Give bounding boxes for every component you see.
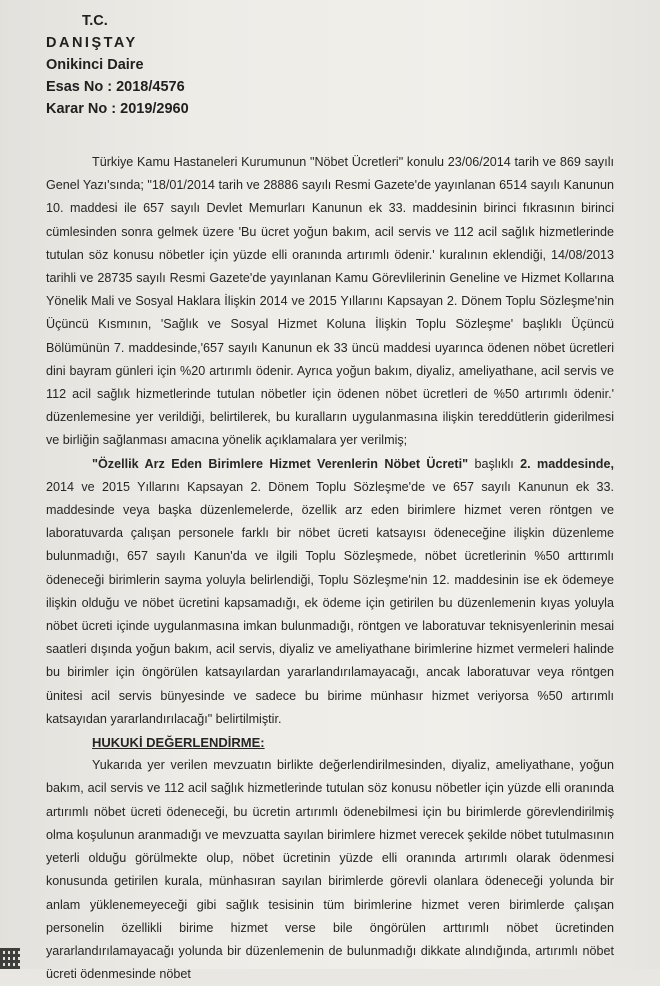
document-header bbox=[46, 10, 189, 120]
decision-number: Karar No : 2019/2960 bbox=[46, 101, 189, 117]
court-name: DANIŞTAY bbox=[46, 35, 138, 51]
qr-code-icon bbox=[0, 948, 20, 969]
case-number: Esas No : 2018/4576 bbox=[46, 79, 185, 95]
chamber-name: Onikinci Daire bbox=[46, 57, 144, 73]
paragraph-background: Türkiye Kamu Hastaneleri Kurumunun "Nöbet Ücretleri" konulu 23/06/2014 tarih ve 869 sayılı Genel Yazı'sında; "18/01/2014 tarih ve 28886 sayılı Resmi Gazete'de yayınlanan 6514 sayılı Kanunun 10. maddesi ile 657 sayılı Devlet Memurları Kanunun ek 33. maddesinin birinci fıkrasının birinci cümlesinden sonra gelmek üzere 'Bu ücret yoğun bakım, acil servis ve 112 acil sağlık hizmetlerinde tutulan söz konusu nöbetler için yüzde elli oranında artırımlı ödenir.' kuralının eklendiği, 14/08/2013 tarihli ve 28735 sayılı Resmi Gazete'de yayınlanan Kamu Görevlilerinin Geneline ve Hizmet Kollarına Yönelik Mali ve Sosyal Haklara İlişkin 2014 ve 2015 Yıllarını Kapsayan 2. Dönem Toplu Sözleşme'nin Üçüncü Kısmının, 'Sağlık ve Sosyal Hizmet Koluna İlişkin Toplu Sözleşme' başlıklı Üçüncü Bölümünün 7. maddesinde,'657 sayılı Kanunun ek 33 üncü maddesi uyarınca ödenen nöbet ücretleri dini bayram günleri için %20 artırımlı ödenir. Ayrıca yoğun bakım, diyaliz, ameliyathane, acil servis ve 112 acil sağlık hizmetlerinde tutulan nöbetler için ödenen nöbet ücretleri de %50 artırımlı ödenir.' düzenlemesine yer verildiği, belirtilerek, bu kuralların uygulanmasına ilişkin tereddütlerin giderilmesi ve birliğin sağlanması amacına yönelik açıklamalara yer verilmiş; bbox=[46, 155, 614, 448]
republic-label: T.C. bbox=[82, 13, 108, 29]
quoted-article-text-a: başlıklı bbox=[468, 456, 521, 471]
paragraph-evaluation: Yukarıda yer verilen mevzuatın birlikte değerlendirilmesinden, diyaliz, ameliyathane, yoğun bakım, acil servis ve 112 acil sağlık hizmetlerinde tutulan söz konusu nöbetler için yüzde elli oranında artırımlı nöbet ücreti ödeneceği, bu ücretin artırımlı ödenebilmesi için bu birimlerde görevlendirilmiş olma koşulunun aranmadığı ve mevzuatta sayılan birimlere hizmet verecek şekilde nöbet tutulmasının yeterli olduğu görülmekte olup, nöbet ücretinin yüzde elli oranında artırımlı olarak ödenmesi konusunda getirilen kurala, münhasıran sayılan birimlerde görevli olanlara ödeneceği yolunda bir anlam yüklenemeyeceği gibi sağlık tesisinin tüm birimlerine hizmet veren birimlerde çalışan personelin özellikli birime hizmet verse bile öngörülen arttırımlı nöbet ücretinden yararlandırılamayacağı yolunda bir düzenlemenin de bulunmadığı dikkate alındığında, artırımlı nöbet ücreti ödenmesinde nöbet bbox=[46, 758, 614, 982]
document-body bbox=[46, 151, 614, 986]
quoted-article-title: "Özellik Arz Eden Birimlere Hizmet Verenlerin Nöbet Ücreti" bbox=[92, 456, 469, 471]
paragraph-quoted-article bbox=[46, 453, 614, 731]
quoted-article-number: 2. maddesinde, bbox=[520, 456, 614, 471]
section-heading: HUKUKİ DEĞERLENDİRME: bbox=[92, 735, 265, 751]
quoted-article-text-b: 2014 ve 2015 Yıllarını Kapsayan 2. Dönem Toplu Sözleşme'de ve 657 sayılı Kanunun ek 33. maddesinde veya başka düzenlemelerde, özellik arz eden birimlere hizmet veren röntgen ve laboratuvarda çalışan personele farklı bir nöbet ücreti katsayısı ödeneceğine ilişkin düzenleme bulunmadığı, 657 sayılı Kanun'da ve ilgili Toplu Sözleşmede, nöbet ücretlerinin %50 arttırımlı ödeneceği birimlerin sayma yoluyla belirlendiği, Toplu Sözleşme'nin 12. maddesinin ise ek ödemeye ilişkin olduğu ve nöbet ücretini kapsamadığı, ek ödeme için getirilen bu düzenlemenin kıyas yoluyla nöbet ücreti içinde uygulanmasına imkan bulunmadığı, röntgen ve laboratuvar teknisyenlerinin mesai saatleri dışında yoğun bakım, acil servis, diyaliz ve ameliyathane birimlerine hizmet vermeleri halinde bu birimler için öngörülen katsayılardan yararlandırılamayacağı, ancak laboratuvar veya röntgen ünitesi acil servis bünyesinde ve sadece bu birime münhasır hizmet veriyorsa %50 artırımlı katsayıdan yararlandırılacağı" belirtilmiştir. bbox=[46, 479, 614, 726]
